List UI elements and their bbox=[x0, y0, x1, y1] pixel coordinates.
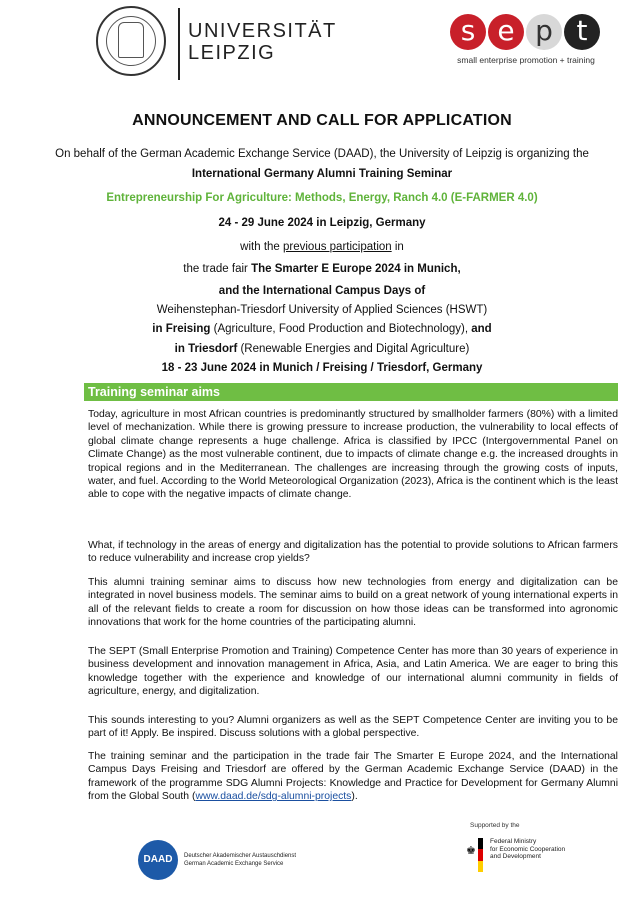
intro-dates: 24 - 29 June 2024 in Leipzig, Germany bbox=[218, 217, 426, 229]
eagle-icon: ♚ bbox=[466, 845, 476, 857]
paragraph-6-text: The training seminar and the participation in the trade fair The Smarter E Europe 2024, and the International Campus Days Freising and Triesdorf are offered by the German Academic Exchange Service (DAAD) in the framework of the programme SDG Alumni Projects: Knowledge and Practice for Development for Germany Alumni from the Global South ( bbox=[88, 751, 618, 803]
intro-line9 bbox=[40, 322, 604, 336]
paragraph-1: Today, agriculture in most African countries is predominantly structured by smallholder farmers (80%) with a limited level of mechanization. While there is growing pressure to increase production, the vulnerability to local effects of global climate change represents a huge challenge. Africa is classified by IPCC (Intergovernmental Panel on Climate Change) as the most vulnerable continent, due to impacts of climate change e.g. the increased droughts in tropical regions and in the Mediterranean. The challenges are increasing through the growing costs of inputs, water, and fuel. According to the World Meteorological Organization (2023), Africa is the continent which is the least able to cope with the negative impacts of climate change. bbox=[88, 409, 618, 501]
daad-line2: German Academic Exchange Service bbox=[184, 861, 284, 867]
daad-logo-mark: DAAD bbox=[138, 840, 178, 880]
section-heading: Training seminar aims bbox=[84, 383, 618, 401]
divider bbox=[178, 8, 180, 80]
paragraph-6 bbox=[88, 750, 618, 804]
paragraph-6-end: ). bbox=[351, 791, 358, 803]
sept-letter-t: t bbox=[564, 14, 600, 50]
university-name-line1: UNIVERSITÄT bbox=[188, 20, 337, 42]
supported-by-text: Supported by the bbox=[470, 822, 520, 829]
intro-line6-a: the trade fair bbox=[183, 263, 252, 275]
german-flag-icon bbox=[478, 838, 483, 872]
daad-line1: Deutscher Akademischer Austauschdienst bbox=[184, 853, 297, 859]
ministry-name bbox=[490, 838, 565, 861]
intro-line9-bold: in Freising bbox=[152, 323, 211, 335]
ministry-line2: for Economic Cooperation bbox=[490, 845, 566, 853]
intro-line7: and the International Campus Days of bbox=[218, 285, 426, 297]
intro-line11: 18 - 23 June 2024 in Munich / Freising / Triesdorf, Germany bbox=[161, 362, 483, 374]
intro-seminar-subtitle: Entrepreneurship For Agriculture: Methods, Energy, Ranch 4.0 (E-FARMER 4.0) bbox=[106, 192, 538, 204]
university-name-line2: LEIPZIG bbox=[188, 42, 276, 64]
university-name bbox=[188, 20, 337, 64]
university-seal-logo bbox=[96, 6, 166, 76]
ministry-line1: Federal Ministry bbox=[490, 838, 537, 845]
intro-line10-bold: in Triesdorf bbox=[174, 343, 238, 355]
intro-line9-and: and bbox=[471, 323, 492, 335]
bmz-logo bbox=[462, 822, 622, 892]
intro-line6 bbox=[40, 262, 604, 276]
daad-logo bbox=[138, 840, 338, 880]
intro-line5-underlined: previous participation bbox=[283, 241, 392, 253]
intro-line5-a: with the bbox=[240, 241, 283, 253]
ministry-line3: and Development bbox=[490, 853, 541, 860]
sept-letter-p: p bbox=[526, 14, 562, 50]
page-title: ANNOUNCEMENT AND CALL FOR APPLICATION bbox=[132, 112, 512, 129]
intro-seminar-name: International Germany Alumni Training Seminar bbox=[191, 168, 453, 180]
daad-logo-text bbox=[184, 852, 296, 868]
intro-line10-rest: (Renewable Energies and Digital Agriculture) bbox=[237, 343, 470, 355]
intro-line8: Weihenstephan-Triesdorf University of Applied Sciences (HSWT) bbox=[156, 304, 488, 316]
paragraph-2: What, if technology in the areas of energy and digitalization has the potential to provide solutions to African farmers to reduce vulnerability and increase crop yields? bbox=[88, 540, 618, 565]
sept-tagline: small enterprise promotion + training bbox=[457, 55, 595, 65]
paragraph-3: This alumni training seminar aims to discuss how new technologies from energy and digitalization can be integrated in novel business models. The seminar aims to build on a great network of young international experts in all of the relevant fields to create a room for discussion on how those ideas can be transformed into agronomic innovations that work for the home countries of the participating alumni. bbox=[88, 577, 618, 629]
paragraph-5: This sounds interesting to you? Alumni organizers as well as the SEPT Competence Center are inviting you to be part of it! Apply. Be inspired. Discuss solutions with a global perspective. bbox=[88, 715, 618, 740]
sept-letter-s: s bbox=[450, 14, 486, 50]
intro-line5 bbox=[40, 240, 604, 254]
intro-line1: On behalf of the German Academic Exchange Service (DAAD), the University of Leipzig is organizing the bbox=[55, 148, 589, 160]
sept-letter-e: e bbox=[488, 14, 524, 50]
intro-line5-b: in bbox=[391, 241, 404, 253]
paragraph-4: The SEPT (Small Enterprise Promotion and Training) Competence Center has more than 30 years of experience in business development and innovation management in Africa, Asia, and Latin America. We are eager to bring this knowledge together with the experience and knowledge of our international alumni community in fields of agriculture, energy, and digitalization. bbox=[88, 646, 618, 698]
intro-line9-rest: (Agriculture, Food Production and Biotechnology), bbox=[210, 323, 472, 335]
header bbox=[0, 0, 644, 90]
intro-line10 bbox=[40, 342, 604, 356]
sept-logo bbox=[446, 14, 606, 84]
daad-link[interactable]: www.daad.de/sdg-alumni-projects bbox=[195, 791, 352, 803]
intro-line6-bold: The Smarter E Europe 2024 in Munich, bbox=[251, 263, 461, 275]
